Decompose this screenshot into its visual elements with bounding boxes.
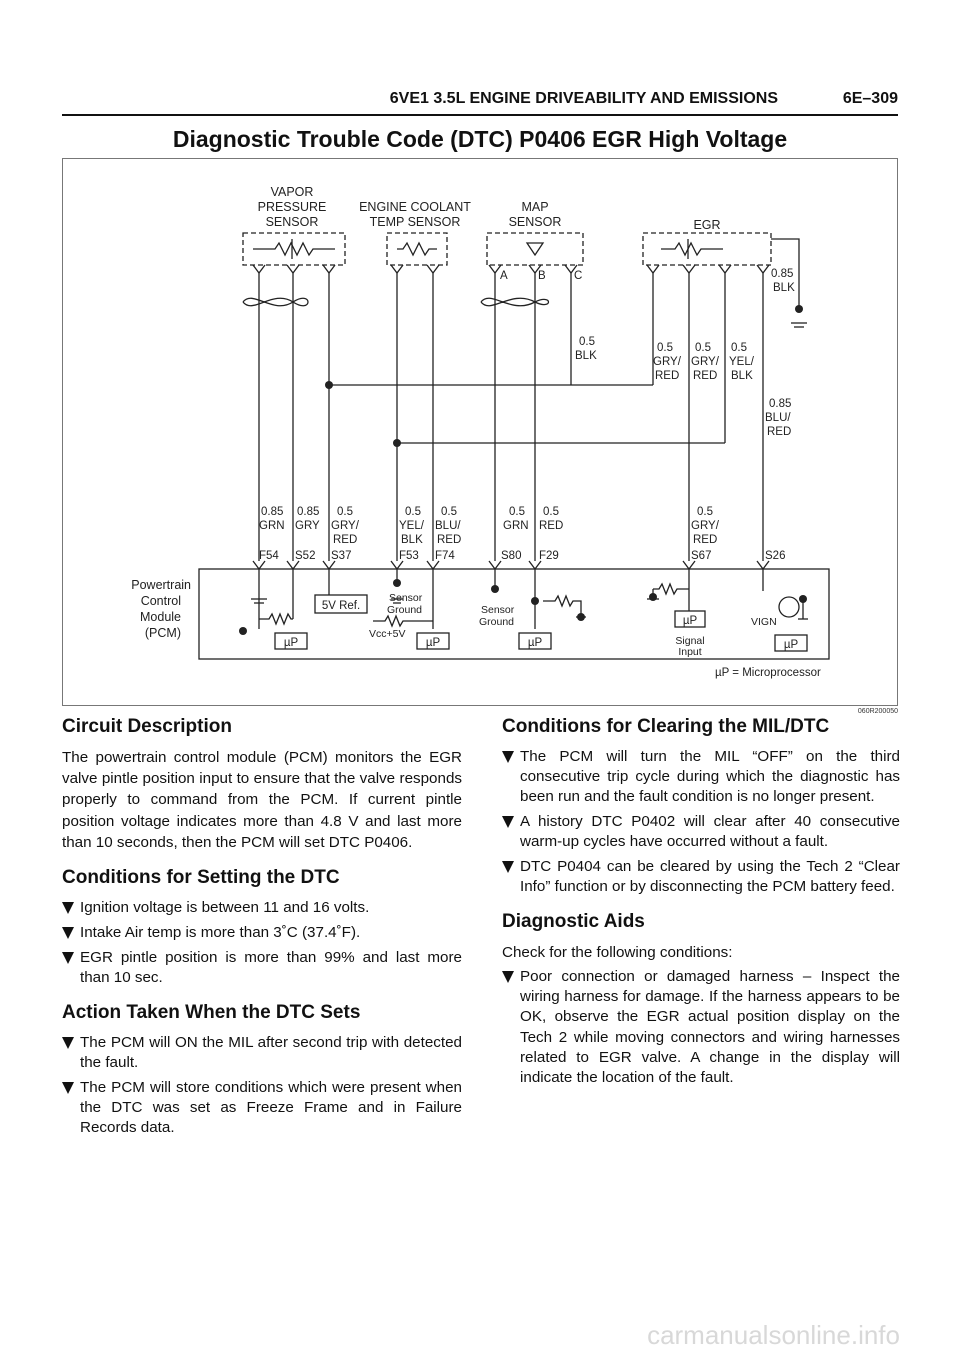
up-label-4: µP xyxy=(682,615,698,627)
vapor-label-1: VAPOR xyxy=(270,185,314,199)
list-item xyxy=(62,898,462,918)
ect-resistor xyxy=(397,243,437,255)
egr-wire-2-gauge: 0.5 xyxy=(695,342,711,354)
wire-f53-color-b: BLK xyxy=(401,534,423,546)
terminal-s37: S37 xyxy=(331,550,352,562)
ect-label-1: ENGINE COOLANT xyxy=(359,200,471,214)
wire-s80-color: GRN xyxy=(503,520,529,532)
pcm-label-1: Powertrain xyxy=(131,578,191,592)
circuit-description-text: The powertrain control module (PCM) monitors the EGR valve pintle position input to ensure that the valve responds properly to command from the PCM. If current pintle position voltage indicates more than 4.8 V and last more than 10 seconds, then the PCM will set DTC P0406. xyxy=(62,748,462,851)
list-item xyxy=(502,967,900,1087)
egr-wire-1-color-a: GRY/ xyxy=(653,356,681,368)
wire-s67-color-b: RED xyxy=(693,534,718,546)
action-taken-list xyxy=(62,1033,462,1138)
left-column xyxy=(62,716,462,1152)
list-item-text: The PCM will store conditions which were present when the DTC was set as Freeze Frame and in Failure Records data. xyxy=(80,1079,462,1137)
signal-input-label-b: Input xyxy=(678,646,702,658)
wiring-diagram xyxy=(62,158,898,706)
wire-f54-gauge: 0.85 xyxy=(261,506,284,518)
egr-wire-labels xyxy=(653,342,791,438)
wire-s37-color-a: GRY/ xyxy=(331,520,359,532)
triangle-bullet-icon xyxy=(62,1037,74,1049)
egr-signal-color-b: RED xyxy=(767,426,792,438)
list-item-text: A history DTC P0402 will clear after 40 consecutive warm-up cycles have occurred without a fault. xyxy=(520,812,900,851)
diagnostic-aids-list xyxy=(502,967,900,1087)
terminal-f29: F29 xyxy=(539,550,559,562)
list-item xyxy=(502,812,900,852)
map-pin-c: C xyxy=(574,270,583,282)
wire-f29-color: RED xyxy=(539,520,564,532)
list-item-text: Ignition voltage is between 11 and 16 volts. xyxy=(80,899,370,916)
up-label-3: µP xyxy=(527,637,543,649)
diagnostic-aids-intro: Check for the following conditions: xyxy=(502,944,733,962)
circuit-description-heading: Circuit Description xyxy=(62,716,232,737)
terminal-f54: F54 xyxy=(259,550,279,562)
egr-wire-1-color-b: RED xyxy=(655,370,680,382)
ect-sensor-box xyxy=(387,233,447,265)
egr-wire-3-color-b: BLK xyxy=(731,370,753,382)
terminal-f74: F74 xyxy=(435,550,455,562)
conditions-clearing-list xyxy=(502,747,900,897)
list-item xyxy=(62,948,462,988)
signal-input-label-a: Signal xyxy=(675,635,705,647)
list-item xyxy=(502,747,900,807)
terminal-f53: F53 xyxy=(399,550,419,562)
vapor-label-3: SENSOR xyxy=(265,215,319,229)
list-item-text: Poor connection or damaged harness – Inspect the wiring harness for damage. If the harness appears to be OK, observe the EGR actual position display on the Tech 2 while moving connectors and wiring harnesses related to EGR valve. A change in the display will indicate the location of the fault. xyxy=(520,968,900,1086)
page-number: 6E–309 xyxy=(842,90,898,107)
map-sensor-symbol xyxy=(527,243,543,255)
egr-resistor xyxy=(661,243,723,255)
wire-s67-color-a: GRY/ xyxy=(691,520,719,532)
map-pin-a: A xyxy=(500,270,508,282)
wire-f74-gauge: 0.5 xyxy=(441,506,457,518)
up-label-1: µP xyxy=(283,637,299,649)
list-item-text: The PCM will turn the MIL “OFF” on the third consecutive trip cycle during which the diagnostic has been run and the fault condition is no longer present. xyxy=(520,747,900,805)
pcm-label-2: Control xyxy=(140,594,181,608)
egr-label: EGR xyxy=(693,218,721,232)
list-item xyxy=(502,857,900,897)
watermark: carmanualsonline.info xyxy=(647,1320,900,1350)
map-pin-b: B xyxy=(538,270,546,282)
section-title: 6VE1 3.5L ENGINE DRIVEABILITY AND EMISSIONS xyxy=(389,90,778,107)
map-label-2: SENSOR xyxy=(508,215,562,229)
egr-wire-3-color-a: YEL/ xyxy=(729,356,754,368)
list-item-text: DTC P0404 can be cleared by using the Tech 2 “Clear Info” function or by disconnecting the PCM battery feed. xyxy=(520,858,900,896)
up-label-2: µP xyxy=(425,637,441,649)
wire-s67-gauge: 0.5 xyxy=(697,506,713,518)
twisted-pair-vapor xyxy=(243,298,308,306)
vign-label: VIGN xyxy=(751,616,777,628)
egr-signal-gauge: 0.85 xyxy=(769,398,792,410)
up-label-5: µP xyxy=(783,639,799,651)
egr-wire-2-color-b: RED xyxy=(693,370,718,382)
map-ground-color: BLK xyxy=(575,350,597,362)
junction-dots xyxy=(239,305,807,635)
terminal-s52: S52 xyxy=(295,550,316,562)
list-item-text: Intake Air temp is more than 3˚C (37.4˚F). xyxy=(80,924,361,942)
diagnostic-aids-heading: Diagnostic Aids xyxy=(502,911,645,933)
wire-s37-gauge: 0.5 xyxy=(337,506,353,518)
triangle-bullet-icon xyxy=(502,971,514,983)
triangle-bullet-icon xyxy=(62,927,74,939)
sensor-ground-label-1b: Ground xyxy=(387,604,423,616)
triangle-bullet-icon xyxy=(502,861,514,873)
vapor-resistor xyxy=(253,243,335,255)
list-item-text: EGR pintle position is more than 99% and last more than 10 sec. xyxy=(80,949,462,987)
egr-ground-gauge: 0.85 xyxy=(771,268,794,280)
connector-pins-top xyxy=(253,265,769,273)
twisted-pair-map xyxy=(481,298,549,306)
wire-s52-gauge: 0.85 xyxy=(297,506,320,518)
wire-f74-color-a: BLU/ xyxy=(435,520,461,532)
triangle-bullet-icon xyxy=(502,751,514,763)
pcm-label-3: Module xyxy=(140,610,181,624)
wire-f29-gauge: 0.5 xyxy=(543,506,559,518)
pcm-wire-labels xyxy=(259,506,785,562)
wire-f54-color: GRN xyxy=(259,520,285,532)
list-item xyxy=(62,923,462,943)
right-column xyxy=(502,716,900,1102)
vapor-label-2: PRESSURE xyxy=(257,200,327,214)
wire-f53-gauge: 0.5 xyxy=(405,506,421,518)
sensor-ground-label-2a: Sensor xyxy=(481,604,515,616)
triangle-bullet-icon xyxy=(62,1082,74,1094)
figure-id: 060R200050 xyxy=(857,708,898,715)
wiring-schematic xyxy=(63,159,899,707)
wire-s52-color: GRY xyxy=(295,520,320,532)
ref5v-label: 5V Ref. xyxy=(321,600,361,612)
connector-pins-pcm xyxy=(253,561,769,569)
sensor-ground-label-2b: Ground xyxy=(479,616,515,628)
action-taken-heading: Action Taken When the DTC Sets xyxy=(62,1002,361,1024)
ect-label-2: TEMP SENSOR xyxy=(369,215,461,229)
terminal-s67: S67 xyxy=(691,550,712,562)
wire-s80-gauge: 0.5 xyxy=(509,506,525,518)
map-sensor-box xyxy=(487,233,583,265)
page-title: Diagnostic Trouble Code (DTC) P0406 EGR High Voltage xyxy=(172,126,788,152)
conditions-setting-heading: Conditions for Setting the DTC xyxy=(62,867,340,889)
page-header xyxy=(62,88,898,116)
conditions-clearing-heading: Conditions for Clearing the MIL/DTC xyxy=(502,716,830,737)
triangle-bullet-icon xyxy=(62,952,74,964)
terminal-s26: S26 xyxy=(765,550,786,562)
wire-f53-color-a: YEL/ xyxy=(399,520,424,532)
list-item xyxy=(62,1078,462,1138)
egr-wire-2-color-a: GRY/ xyxy=(691,356,719,368)
egr-signal-color-a: BLU/ xyxy=(765,412,791,424)
map-ground-gauge: 0.5 xyxy=(579,336,595,348)
list-item-text: The PCM will ON the MIL after second trip with detected the fault. xyxy=(80,1034,462,1072)
triangle-bullet-icon xyxy=(62,902,74,914)
sensor-ground-label-1a: Sensor xyxy=(389,592,423,604)
pcm-label-4: (PCM) xyxy=(144,626,181,640)
terminal-s80: S80 xyxy=(501,550,522,562)
vcc-label: Vcc+5V xyxy=(369,628,406,640)
triangle-bullet-icon xyxy=(502,816,514,828)
wire-s37-color-b: RED xyxy=(333,534,358,546)
conditions-setting-list xyxy=(62,898,462,988)
egr-ground-color: BLK xyxy=(773,282,795,294)
list-item xyxy=(62,1033,462,1073)
microprocessor-legend: µP = Microprocessor xyxy=(715,667,821,679)
wire-f74-color-b: RED xyxy=(437,534,462,546)
egr-wire-1-gauge: 0.5 xyxy=(657,342,673,354)
egr-wire-3-gauge: 0.5 xyxy=(731,342,747,354)
map-label-1: MAP xyxy=(521,200,549,214)
